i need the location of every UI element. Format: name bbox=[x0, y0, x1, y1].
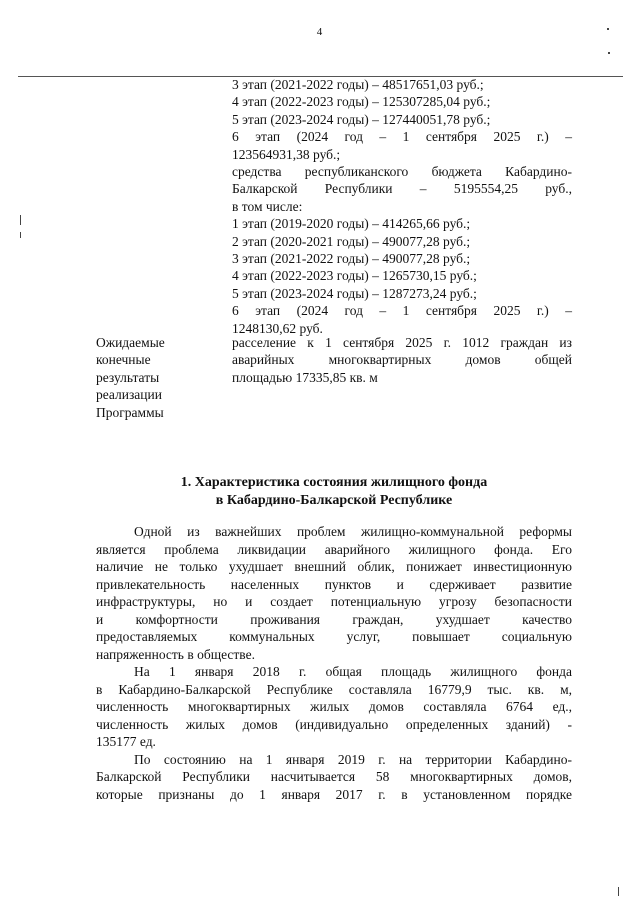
regional-stage-line: 1248130,62 руб. bbox=[232, 320, 323, 336]
paragraph-line: наличие не только ухудшает внешний облик, понижает инвестиционную bbox=[96, 559, 572, 574]
paragraph-line: Балкарской Республики насчитывается 58 многоквартирных домов, bbox=[96, 769, 572, 784]
paragraph-line: численность многоквартирных жилых домов составляла 6764 ед., bbox=[96, 699, 572, 714]
paragraph-line: На 1 января 2018 г. общая площадь жилищного фонда bbox=[134, 664, 572, 679]
paragraph-line: инфраструктуры, но и создает потенциальную угрозу безопасности bbox=[96, 594, 572, 609]
paragraph-line: которые признаны до 1 января 2017 г. в установленном порядке bbox=[96, 786, 572, 802]
results-label-line: конечные bbox=[96, 352, 151, 368]
paragraph-line: в Кабардино-Балкарской Республике составляла 16779,9 тыс. кв. м, bbox=[96, 681, 572, 697]
results-label-line: Программы bbox=[96, 404, 164, 420]
regional-stage-line: 5 этап (2023-2024 годы) – 1287273,24 руб.; bbox=[232, 285, 477, 301]
paragraph-line: напряженность в обществе. bbox=[96, 646, 255, 662]
regional-budget-line: Балкарской Республики – 5195554,25 руб., bbox=[232, 181, 572, 197]
results-label-line: результаты bbox=[96, 369, 160, 385]
results-label-line: реализации bbox=[96, 387, 162, 403]
regional-budget-line: в том числе: bbox=[232, 198, 303, 214]
results-label bbox=[96, 334, 216, 421]
paragraph-line: численность жилых домов (индивидуально определенных зданий) - bbox=[96, 716, 572, 732]
regional-stage-line: 3 этап (2021-2022 годы) – 490077,28 руб.; bbox=[232, 251, 471, 267]
paragraph-line: Одной из важнейших проблем жилищно-коммунальной реформы bbox=[134, 524, 572, 539]
financing-line: 5 этап (2023-2024 годы) – 127440051,78 руб.; bbox=[232, 111, 491, 127]
regional-stage-line: 4 этап (2022-2023 годы) – 1265730,15 руб.; bbox=[232, 268, 477, 284]
paragraph-line: привлекательность населенных пунктов и сдерживает развитие bbox=[96, 576, 572, 592]
page-number: 4 bbox=[316, 26, 323, 38]
scan-mark bbox=[618, 887, 619, 896]
paragraph-line: и комфортности проживания граждан, ухудшает качество bbox=[96, 611, 572, 627]
scan-mark bbox=[20, 215, 21, 225]
paragraph-line: По состоянию на 1 января 2019 г. на территории Кабардино- bbox=[134, 751, 572, 767]
paragraph-line: является проблема ликвидации аварийного жилищного фонда. Его bbox=[96, 541, 572, 557]
financing-line: 3 этап (2021-2022 годы) – 48517651,03 руб.; bbox=[232, 77, 484, 92]
regional-stage-line: 2 этап (2020-2021 годы) – 490077,28 руб.; bbox=[232, 233, 471, 249]
section-title bbox=[96, 474, 572, 510]
results-value-line: аварийных многоквартирных домов общей bbox=[232, 352, 572, 368]
financing-line: 123564931,38 руб.; bbox=[232, 146, 341, 162]
financing-block bbox=[232, 76, 572, 337]
financing-line: 6 этап (2024 год – 1 сентября 2025 г.) – bbox=[232, 129, 572, 145]
scan-mark bbox=[607, 28, 609, 30]
section-title-line: 1. Характеристика состояния жилищного фонда bbox=[180, 475, 488, 490]
results-label-line: Ожидаемые bbox=[96, 335, 165, 350]
results-value bbox=[232, 334, 572, 386]
regional-stage-line: 6 этап (2024 год – 1 сентября 2025 г.) – bbox=[232, 303, 572, 319]
regional-stage-line: 1 этап (2019-2020 годы) – 414265,66 руб.; bbox=[232, 216, 471, 232]
scan-mark bbox=[608, 52, 610, 54]
results-value-line: расселение к 1 сентября 2025 г. 1012 граждан из bbox=[232, 335, 572, 350]
results-value-line: площадью 17335,85 кв. м bbox=[232, 369, 378, 385]
body-text bbox=[96, 523, 572, 803]
section-title-line: в Кабардино-Балкарской Республике bbox=[215, 493, 453, 508]
financing-line: 4 этап (2022-2023 годы) – 125307285,04 руб.; bbox=[232, 94, 491, 110]
paragraph-line: предоставляемых коммунальных услуг, повышает социальную bbox=[96, 629, 572, 644]
regional-budget-line: средства республиканского бюджета Кабардино- bbox=[232, 164, 572, 180]
paragraph-line: 135177 ед. bbox=[96, 734, 156, 749]
scan-mark bbox=[20, 232, 21, 238]
